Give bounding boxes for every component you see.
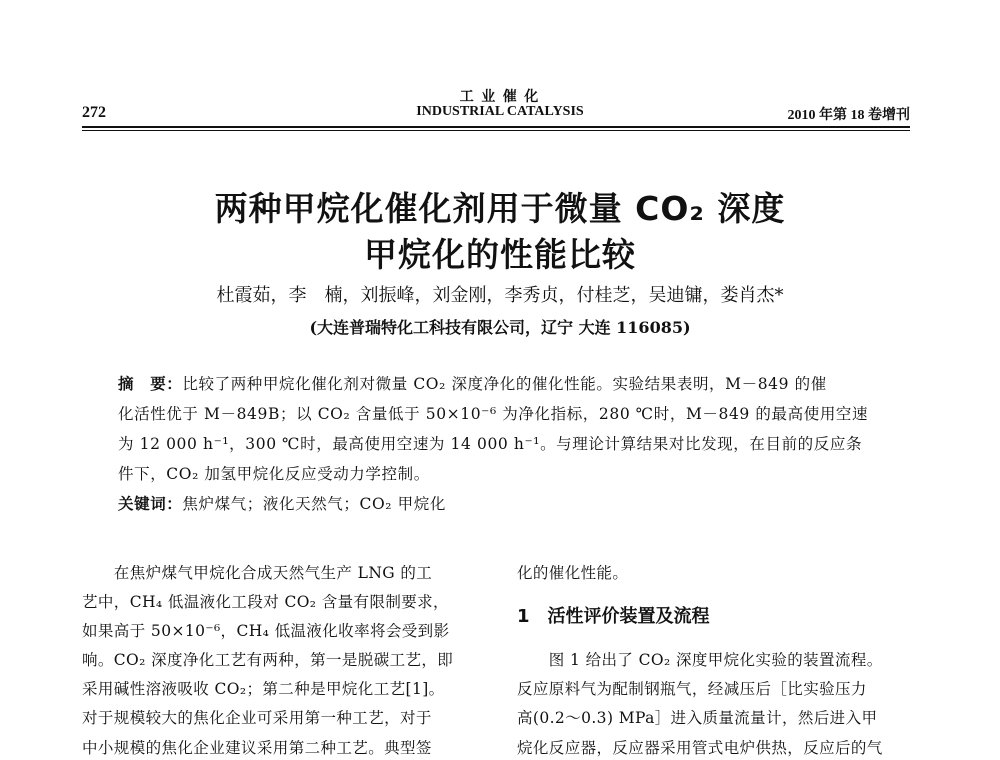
abstract-line: 件下，CO₂ 加氢甲烷化反应受动力学控制。 [118,465,430,483]
abstract-line: 化活性优于 M－849B；以 CO₂ 含量低于 50×10⁻⁶ 为净化指标，280 ℃时，M－849 的最高使用空速 [118,405,869,423]
issue-info: 2010 年第 18 卷增刊 [787,108,910,123]
abstract-text: 比较了两种甲烷化催化剂对微量 CO₂ 深度净化的催化性能。实验结果表明，M－849 的催 [182,375,827,393]
journal-title-cn: 工 业 催 化 [459,90,541,105]
body-line: 采用碱性溶液吸收 CO₂；第二种是甲烷化工艺[1]。 [82,680,445,698]
journal-title-en: INDUSTRIAL CATALYSIS [416,104,584,119]
body-line: 艺中，CH₄ 低温液化工段对 CO₂ 含量有限制要求， [82,593,449,611]
affiliation: (大连普瑞特化工科技有限公司，辽宁 大连 116085) [309,318,691,337]
page-number: 272 [82,104,106,121]
body-line: 在焦炉煤气甲烷化合成天然气生产 LNG 的工 [82,564,433,582]
title-line-1: 两种甲烷化催化剂用于微量 CO₂ 深度 [214,189,786,228]
keywords-line [118,492,446,514]
body-line: 反应原料气为配制钢瓶气，经减压后［比实验压力 [517,680,867,698]
body-line: 图 1 给出了 CO₂ 深度甲烷化实验的装置流程。 [517,651,883,669]
body-line: 响。CO₂ 深度净化工艺有两种，第一是脱碳工艺，即 [82,651,454,669]
header-rule [82,126,910,128]
body-line: 烷化反应器，反应器采用管式电炉供热，反应后的气 [517,739,883,757]
abstract-label: 摘 要： [118,375,183,393]
authors: 杜霞茹，李 楠，刘振峰，刘金刚，李秀贞，付桂芝，吴迪镛，娄肖杰* [216,285,784,306]
abstract-line: 为 12 000 h⁻¹，300 ℃时，最高使用空速为 14 000 h⁻¹。与理论计算结果对比发现，在目前的反应条 [118,435,863,453]
title-line-2: 甲烷化的性能比较 [364,235,636,274]
body-line: 中小规模的焦化企业建议采用第二种工艺。典型签 [82,739,432,757]
body-line: 如果高于 50×10⁻⁶，CH₄ 低温液化收率将会受到影 [82,622,450,640]
keywords-label: 关键词： [118,495,183,513]
section-heading: 1 活性评价装置及流程 [517,606,710,627]
header-rule-thin [82,130,910,131]
abstract-line [118,372,827,394]
body-line: 化的催化性能。 [517,564,629,582]
body-line: 对于规模较大的焦化企业可采用第一种工艺，对于 [82,709,432,727]
body-line: 高(0.2～0.3) MPa］进入质量流量计，然后进入甲 [517,709,878,727]
keywords-text: 焦炉煤气；液化天然气；CO₂ 甲烷化 [182,495,446,513]
